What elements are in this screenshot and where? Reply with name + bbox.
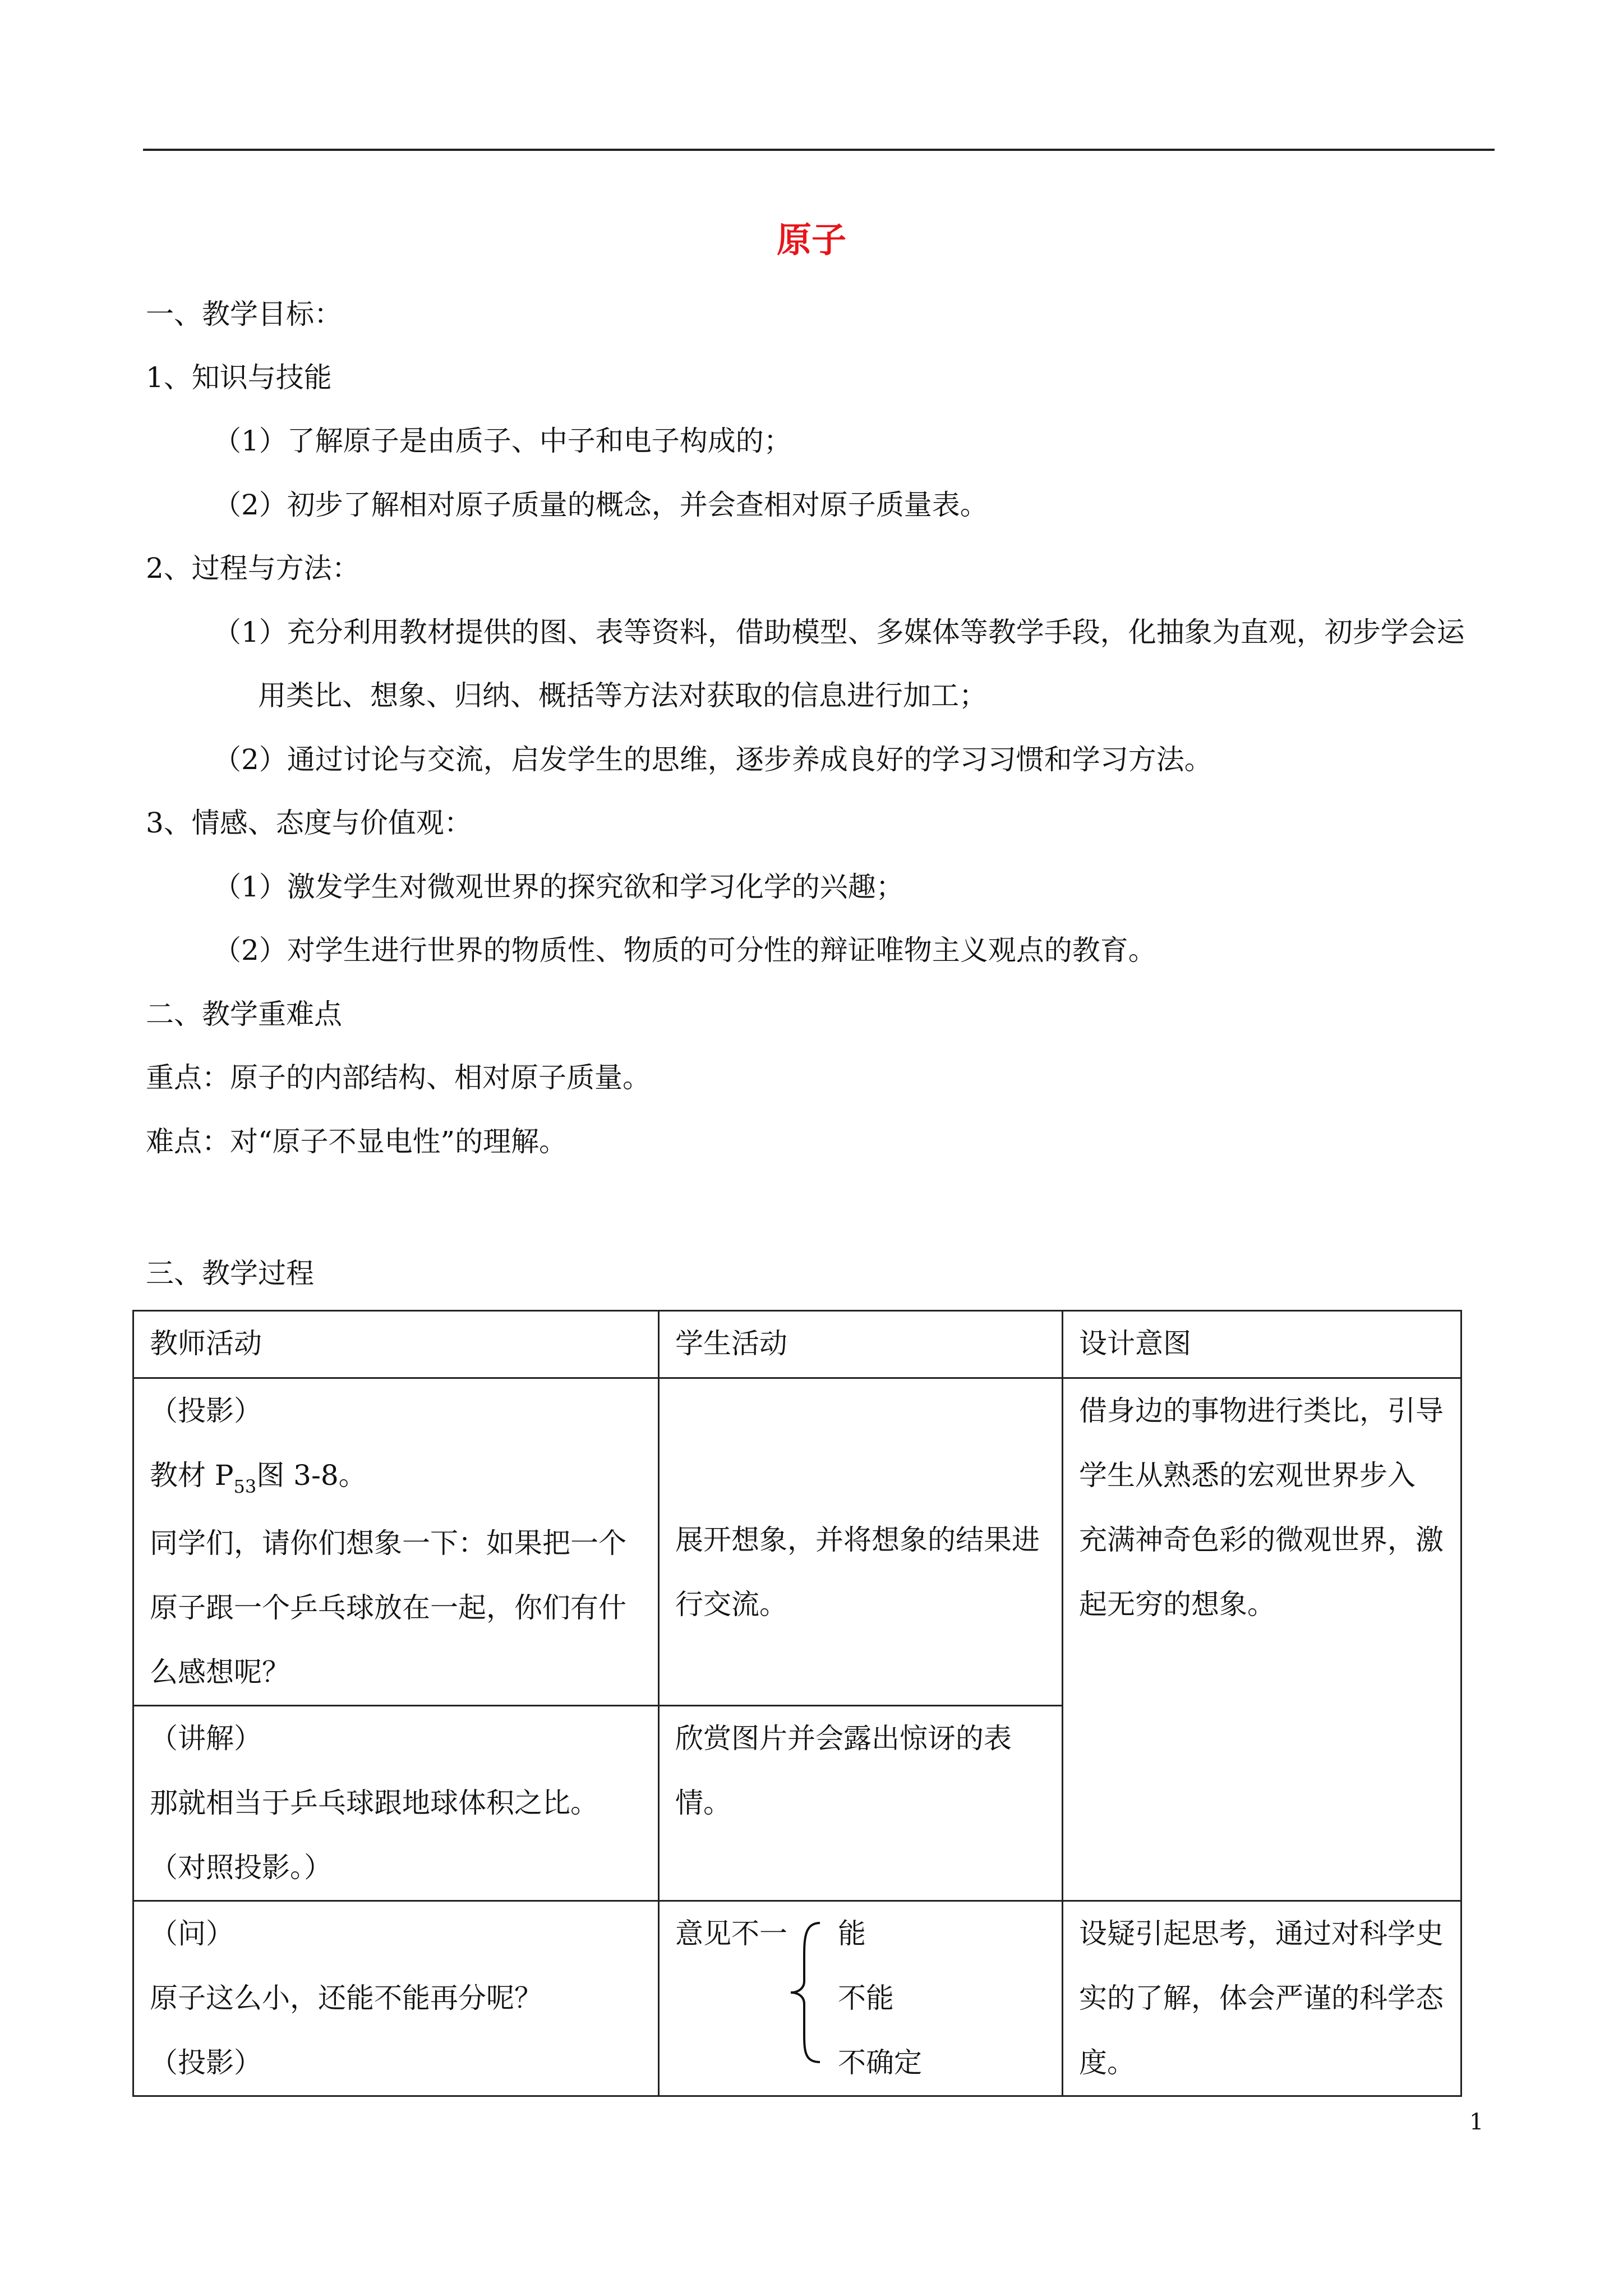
row1-intent-cell [1063,1378,1461,1901]
emotion-heading: 3、情感、态度与价值观： [146,807,472,839]
row3-student-prefix: 意见不一 [675,1917,787,1950]
knowledge-item-2: （2）初步了解相对原子质量的概念，并会查相对原子质量表。 [213,489,988,521]
knowledge-heading: 1、知识与技能 [146,361,332,394]
row1-teacher-cell [133,1378,659,1706]
key-points-heading: 二、教学重难点 [146,998,342,1030]
material-suffix: 图 3-8。 [256,1459,367,1492]
row1-intent-line-4: 起无穷的想象。 [1079,1588,1275,1621]
material-subscript: 53 [233,1476,257,1497]
option-uncertain: 不确定 [838,2046,922,2079]
header-rule [143,149,1495,151]
objectives-heading: 一、教学目标： [146,298,342,330]
curly-brace-icon [786,1920,826,2065]
option-cannot: 不能 [838,1982,894,2014]
knowledge-item-1: （1）了解原子是由质子、中子和电子构成的； [213,425,792,457]
page-number: 1 [1469,2109,1484,2135]
row3-teacher-line-2: 原子这么小，还能不能再分呢？ [150,1982,542,2014]
row2-teacher-line-3: （对照投影。） [150,1851,332,1884]
row3-teacher-cell [133,1901,659,2096]
teaching-process-table [132,1310,1462,2097]
row1-student-line-2: 行交流。 [675,1588,787,1621]
option-can: 能 [838,1917,866,1950]
row1-teacher-tag: （投影） [150,1395,262,1427]
row2-student-cell [659,1706,1063,1901]
row3-teacher-line-3: （投影） [150,2046,262,2079]
process-heading: 三、教学过程 [146,1257,314,1290]
row2-student-line-2: 情。 [675,1787,731,1819]
row3-intent-line-1: 设疑引起思考，通过对科学史 [1079,1917,1444,1950]
header-teacher-activity: 教师活动 [133,1311,659,1378]
emotion-item-2: （2）对学生进行世界的物质性、物质的可分性的辩证唯物主义观点的教育。 [213,934,1156,967]
document-title: 原子 [776,219,846,260]
row1-student-line-1: 展开想象，并将想象的结果进 [675,1524,1040,1556]
row3-intent-line-2: 实的了解，体会严谨的科学态 [1079,1982,1444,2014]
row2-teacher-line-1: （讲解） [150,1722,262,1755]
table-row [133,1378,1461,1706]
row3-intent-line-3: 度。 [1079,2046,1135,2079]
row2-teacher-cell [133,1706,659,1901]
table-row [133,1901,1461,2096]
process-method-item-1-line-2: 用类比、想象、归纳、概括等方法对获取的信息进行加工； [258,679,987,712]
row1-intent-line-3: 充满神奇色彩的微观世界，激 [1079,1524,1444,1556]
table-header-row [133,1311,1461,1378]
process-method-heading: 2、过程与方法： [146,552,360,585]
row2-teacher-line-2: 那就相当于乒乓球跟地球体积之比。 [150,1787,598,1819]
row3-intent-cell [1063,1901,1461,2096]
row1-intent-line-2: 学生从熟悉的宏观世界步入 [1079,1459,1415,1492]
key-points-difficulty: 难点：对“原子不显电性”的理解。 [146,1125,568,1158]
header-student-activity: 学生活动 [659,1311,1063,1378]
row3-student-cell [659,1901,1063,2096]
header-design-intent: 设计意图 [1063,1311,1461,1378]
row1-intent-line-1: 借身边的事物进行类比，引导 [1079,1395,1444,1427]
row2-student-line-1: 欣赏图片并会露出惊讶的表 [675,1722,1012,1755]
row1-teacher-line-2: 原子跟一个乒乓球放在一起，你们有什 [150,1591,626,1624]
row1-teacher-line-1: 同学们，请你们想象一下：如果把一个 [150,1527,626,1559]
opinion-brace-group [675,1902,1046,2095]
process-method-item-1-line-1: （1）充分利用教材提供的图、表等资料，借助模型、多媒体等教学手段，化抽象为直观，初步学会运 [213,616,1465,648]
key-points-focus: 重点：原子的内部结构、相对原子质量。 [146,1061,651,1094]
emotion-item-1: （1）激发学生对微观世界的探究欲和学习化学的兴趣； [213,871,904,903]
row1-student-cell [659,1378,1063,1706]
row3-teacher-line-1: （问） [150,1917,234,1950]
row1-teacher-line-3: 么感想呢？ [150,1656,290,1688]
material-prefix: 教材 P [150,1459,234,1492]
row1-teacher-material [150,1443,642,1511]
process-method-item-2: （2）通过讨论与交流，启发学生的思维，逐步养成良好的学习习惯和学习方法。 [213,743,1212,776]
